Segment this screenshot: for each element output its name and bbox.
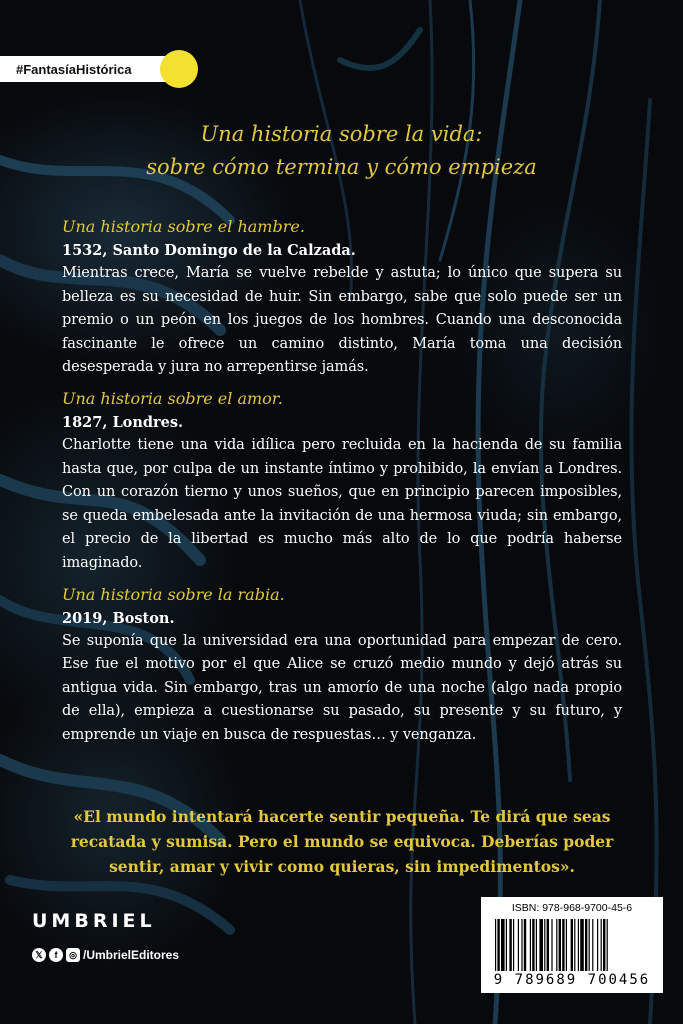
barcode-bar bbox=[559, 919, 561, 971]
tagline-line-1: Una historia sobre la vida: bbox=[200, 122, 483, 146]
barcode-bar bbox=[539, 919, 543, 971]
social-links bbox=[32, 948, 179, 962]
barcode-bar bbox=[551, 919, 552, 971]
x-icon[interactable]: 𝕏 bbox=[32, 948, 46, 962]
barcode-bar bbox=[532, 919, 534, 971]
hashtag-text: #FantasíaHistórica bbox=[16, 61, 132, 77]
section-date: 1532, Santo Domingo de la Calzada. bbox=[62, 242, 356, 259]
barcode-bar bbox=[524, 919, 526, 971]
yellow-dot-decoration bbox=[160, 50, 198, 88]
section-body: Se suponía que la universidad era una oportunidad para empezar de cero. Ese fue el motivo por el que Alice se cruzó medio mundo y dejó atrás su antigua vida. Sin embargo, tras un amorío de una noche (algo nada propio de ella), empieza a cuestionarse su pasado, su presente y su futuro, y emprende un viaje en busca de respuestas… y venganza. bbox=[62, 632, 622, 743]
barcode-bar bbox=[571, 919, 573, 971]
barcode-bar bbox=[518, 919, 519, 971]
barcode-bar bbox=[547, 919, 549, 971]
barcode-bars bbox=[493, 919, 651, 971]
barcode-bar bbox=[597, 919, 598, 971]
barcode-bar bbox=[509, 919, 511, 971]
barcode-bar bbox=[574, 919, 575, 971]
barcode-bar bbox=[578, 919, 579, 971]
isbn-barcode bbox=[481, 897, 663, 993]
instagram-icon[interactable]: ◎ bbox=[66, 948, 80, 962]
barcode-bar bbox=[536, 919, 537, 971]
barcode-bar bbox=[544, 919, 545, 971]
barcode-bar bbox=[556, 919, 557, 971]
barcode-bar bbox=[501, 919, 505, 971]
hashtag-pill bbox=[0, 56, 172, 82]
barcode-bar bbox=[497, 919, 499, 971]
section-love bbox=[62, 388, 622, 576]
facebook-icon[interactable]: f bbox=[49, 948, 63, 962]
tagline-line-2: sobre cómo termina y cómo empieza bbox=[146, 155, 537, 179]
barcode-bar bbox=[521, 919, 522, 971]
isbn-digits: 9 789689 700456 bbox=[493, 972, 651, 988]
section-date: 1827, Londres. bbox=[62, 413, 184, 431]
barcode-bar bbox=[585, 919, 587, 971]
barcode-bar bbox=[562, 919, 564, 971]
hashtag-badge bbox=[0, 50, 200, 88]
section-rage bbox=[62, 584, 622, 748]
isbn-label: ISBN: 978-968-9700-45-6 bbox=[511, 902, 633, 914]
section-title: Una historia sobre el hambre. bbox=[62, 217, 305, 236]
barcode-bar bbox=[530, 919, 531, 971]
section-date: 2019, Boston. bbox=[62, 609, 175, 627]
barcode-bar bbox=[513, 919, 514, 971]
publisher-logo: UMBRIEL bbox=[32, 910, 156, 932]
barcode-bar bbox=[607, 919, 608, 971]
section-body: Mientras crece, María se vuelve rebelde y astuta; lo único que supera su belleza es su necesidad de huir. Sin embargo, sabe que solo puede ser un premio o un peón en los juegos de los hombres. Cuando una desconocida fascinante le ofrece un camino distinto, María toma una decisión desesperada y jura no arrepentirse jamás. bbox=[62, 265, 622, 376]
section-title: Una historia sobre el amor. bbox=[62, 388, 283, 408]
synopsis bbox=[62, 216, 622, 756]
section-hunger bbox=[62, 216, 622, 380]
social-handle[interactable]: /UmbrielEditores bbox=[83, 948, 180, 962]
barcode-bar bbox=[506, 919, 507, 971]
section-title: Una historia sobre la rabia. bbox=[62, 584, 285, 604]
barcode-bar bbox=[495, 919, 496, 971]
barcode-bar bbox=[566, 919, 567, 971]
barcode-bar bbox=[580, 919, 584, 971]
barcode-bar bbox=[589, 919, 590, 971]
tagline bbox=[0, 118, 683, 184]
section-body: Charlotte tiene una vida idílica pero recluida en la hacienda de su familia hasta que, por culpa de un instante íntimo y prohibido, la envían a Londres. Con un corazón tierno y unos sueños, que en principio parecen imposibles, se queda embelesada ante la invitación de una hermosa viuda; sin embargo, el precio de la libertad es mucho más alto de lo que podría haberse imaginado. bbox=[62, 436, 622, 571]
pull-quote: «El mundo intentará hacerte sentir pequeña. Te dirá que seas recatada y sumisa. Pero el mundo se equivoca. Deberías poder sentir, amar y vivir como quieras, sin impedimentos». bbox=[70, 807, 614, 876]
barcode-bar bbox=[603, 919, 605, 971]
barcode-bar bbox=[601, 919, 602, 971]
barcode-bar bbox=[592, 919, 593, 971]
